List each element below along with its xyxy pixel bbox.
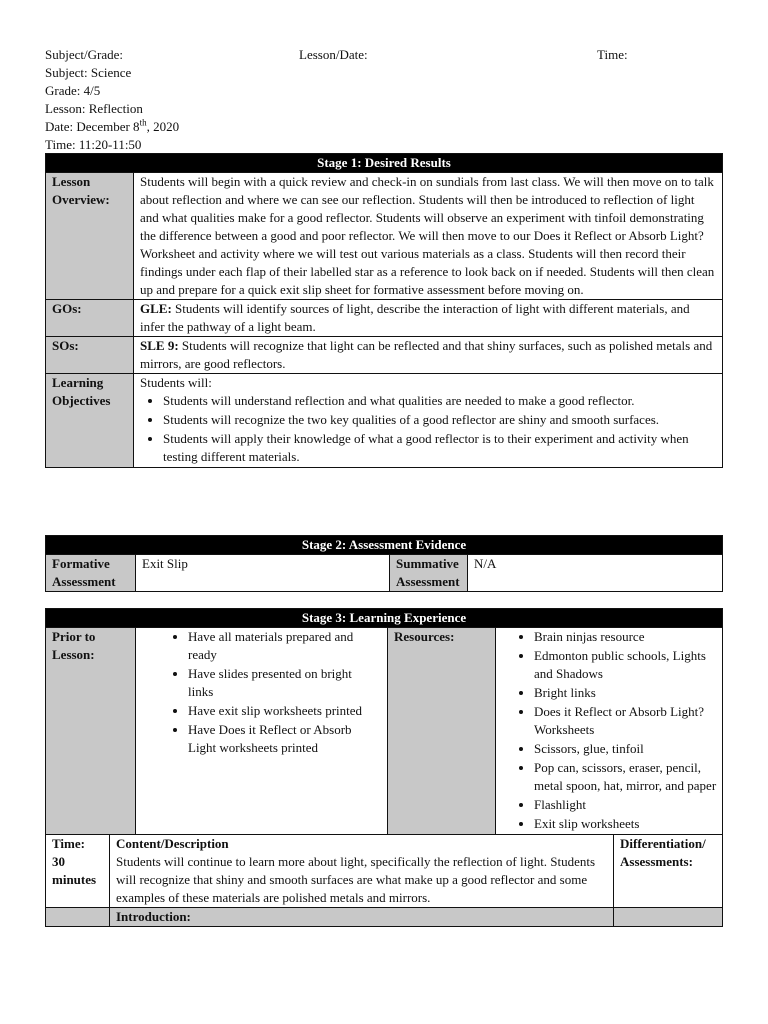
formative-assessment-label: Formative Assessment [46, 555, 136, 592]
summative-assessment-value: N/A [468, 555, 723, 592]
resource-item: • Brain ninjas resource [534, 628, 718, 646]
intro-time-cell [46, 908, 110, 927]
stage1-table [45, 153, 723, 468]
gos-cell [134, 300, 723, 337]
time-value: 30 minutes [52, 854, 97, 887]
formative-assessment-value: Exit Slip [136, 555, 390, 592]
time-label: Time: [597, 47, 628, 62]
subject-line: Subject: Science [45, 65, 132, 80]
subject-grade-label: Subject/Grade: [45, 47, 123, 62]
lesson-plan-header [45, 46, 725, 154]
prior-list [142, 628, 373, 757]
objective-item: • Students will apply their knowledge of what a good reflector is to their experiment and activity when testing different materials. [163, 430, 716, 466]
gos-label: GOs: [46, 300, 134, 337]
resource-item: • Scissors, glue, tinfoil [534, 740, 718, 758]
sos-cell [134, 337, 723, 374]
date-suffix: , 2020 [146, 119, 180, 134]
intro-diff-cell [614, 908, 723, 927]
prior-item: • Have Does it Reflect or Absorb Light worksheets printed [188, 721, 373, 757]
stage1-title: Stage 1: Desired Results [46, 154, 723, 173]
introduction-label: Introduction: [110, 908, 614, 927]
date-line [45, 118, 725, 136]
time-duration-cell [46, 835, 110, 908]
learning-objectives-cell [134, 374, 723, 468]
date-prefix: Date: December 8 [45, 119, 140, 134]
sle-label: SLE 9: [140, 338, 179, 353]
time-label-cell: Time: [52, 836, 85, 851]
objective-item: • Students will recognize the two key qualities of a good reflector are shiny and smooth surfaces. [163, 411, 716, 429]
objective-item: • Students will understand reflection and what qualities are needed to make a good reflector. [163, 392, 716, 410]
prior-item: • Have slides presented on bright links [188, 665, 373, 701]
resources-list [502, 628, 718, 833]
resource-item: • Edmonton public schools, Lights and Shadows [534, 647, 718, 683]
objectives-list [140, 392, 716, 466]
resource-item: • Pop can, scissors, eraser, pencil, metal spoon, hat, mirror, and paper [534, 759, 718, 795]
resources-cell [496, 628, 723, 835]
resource-item: • Flashlight [534, 796, 718, 814]
content-description-text: Students will continue to learn more about light, specifically the reflection of light. Students will recognize that shiny and smooth surfaces are what make up a good reflector and some examples of these materials are polished metals and mirrors. [116, 854, 596, 905]
lesson-overview-label: Lesson Overview: [46, 173, 134, 300]
prior-item: • Have all materials prepared and ready [188, 628, 373, 664]
stage3-table [45, 608, 723, 927]
lesson-line: Lesson: Reflection [45, 101, 143, 116]
date-ordinal: th [139, 117, 147, 128]
sle-text: Students will recognize that light can be reflected and that shiny surfaces, such as polished metals and mirrors, are good reflectors. [140, 338, 713, 371]
resource-item: • Bright links [534, 684, 718, 702]
header-labels-row [45, 46, 725, 64]
stage2-table [45, 535, 723, 592]
differentiation-label: Differentiation/ Assessments: [614, 835, 723, 908]
lesson-overview-text: Students will begin with a quick review and check-in on sundials from last class. We will then move on to talk about reflection and where we can see our reflection. Students will then be introduced to reflection of light and what qualities make for a good reflector. Students will observe an experiment with tinfoil demonstrating the difference between a good and poor reflector. We will then move to our Does it Reflect or Absorb Light? Worksheet and activity where we will test out various materials as a class. Students will then record their findings under each flap of their labelled star as a reference to look back on if needed. Students will then clean up and prepare for a quick exit slip sheet for formative assessment before moving on. [134, 173, 723, 300]
gle-text: Students will identify sources of light, describe the interaction of light with different materials, and infer the pathway of a light beam. [140, 301, 690, 334]
lesson-date-label: Lesson/Date: [299, 47, 368, 62]
stage3-title: Stage 3: Learning Experience [46, 609, 723, 628]
prior-to-lesson-cell [136, 628, 388, 835]
sos-label: SOs: [46, 337, 134, 374]
learning-objectives-label: Learning Objectives [46, 374, 134, 468]
resource-item: • Does it Reflect or Absorb Light? Worksheets [534, 703, 718, 739]
content-description-label: Content/Description [116, 836, 229, 851]
prior-to-lesson-label: Prior to Lesson: [46, 628, 136, 835]
content-description-cell [110, 835, 614, 908]
summative-assessment-label: Summative Assessment [390, 555, 468, 592]
objectives-intro: Students will: [140, 375, 212, 390]
resources-label: Resources: [388, 628, 496, 835]
resource-item: • Exit slip worksheets [534, 815, 718, 833]
prior-item: • Have exit slip worksheets printed [188, 702, 373, 720]
stage2-title: Stage 2: Assessment Evidence [46, 536, 723, 555]
time-line: Time: 11:20-11:50 [45, 137, 142, 152]
gle-label: GLE: [140, 301, 172, 316]
grade-line: Grade: 4/5 [45, 83, 101, 98]
